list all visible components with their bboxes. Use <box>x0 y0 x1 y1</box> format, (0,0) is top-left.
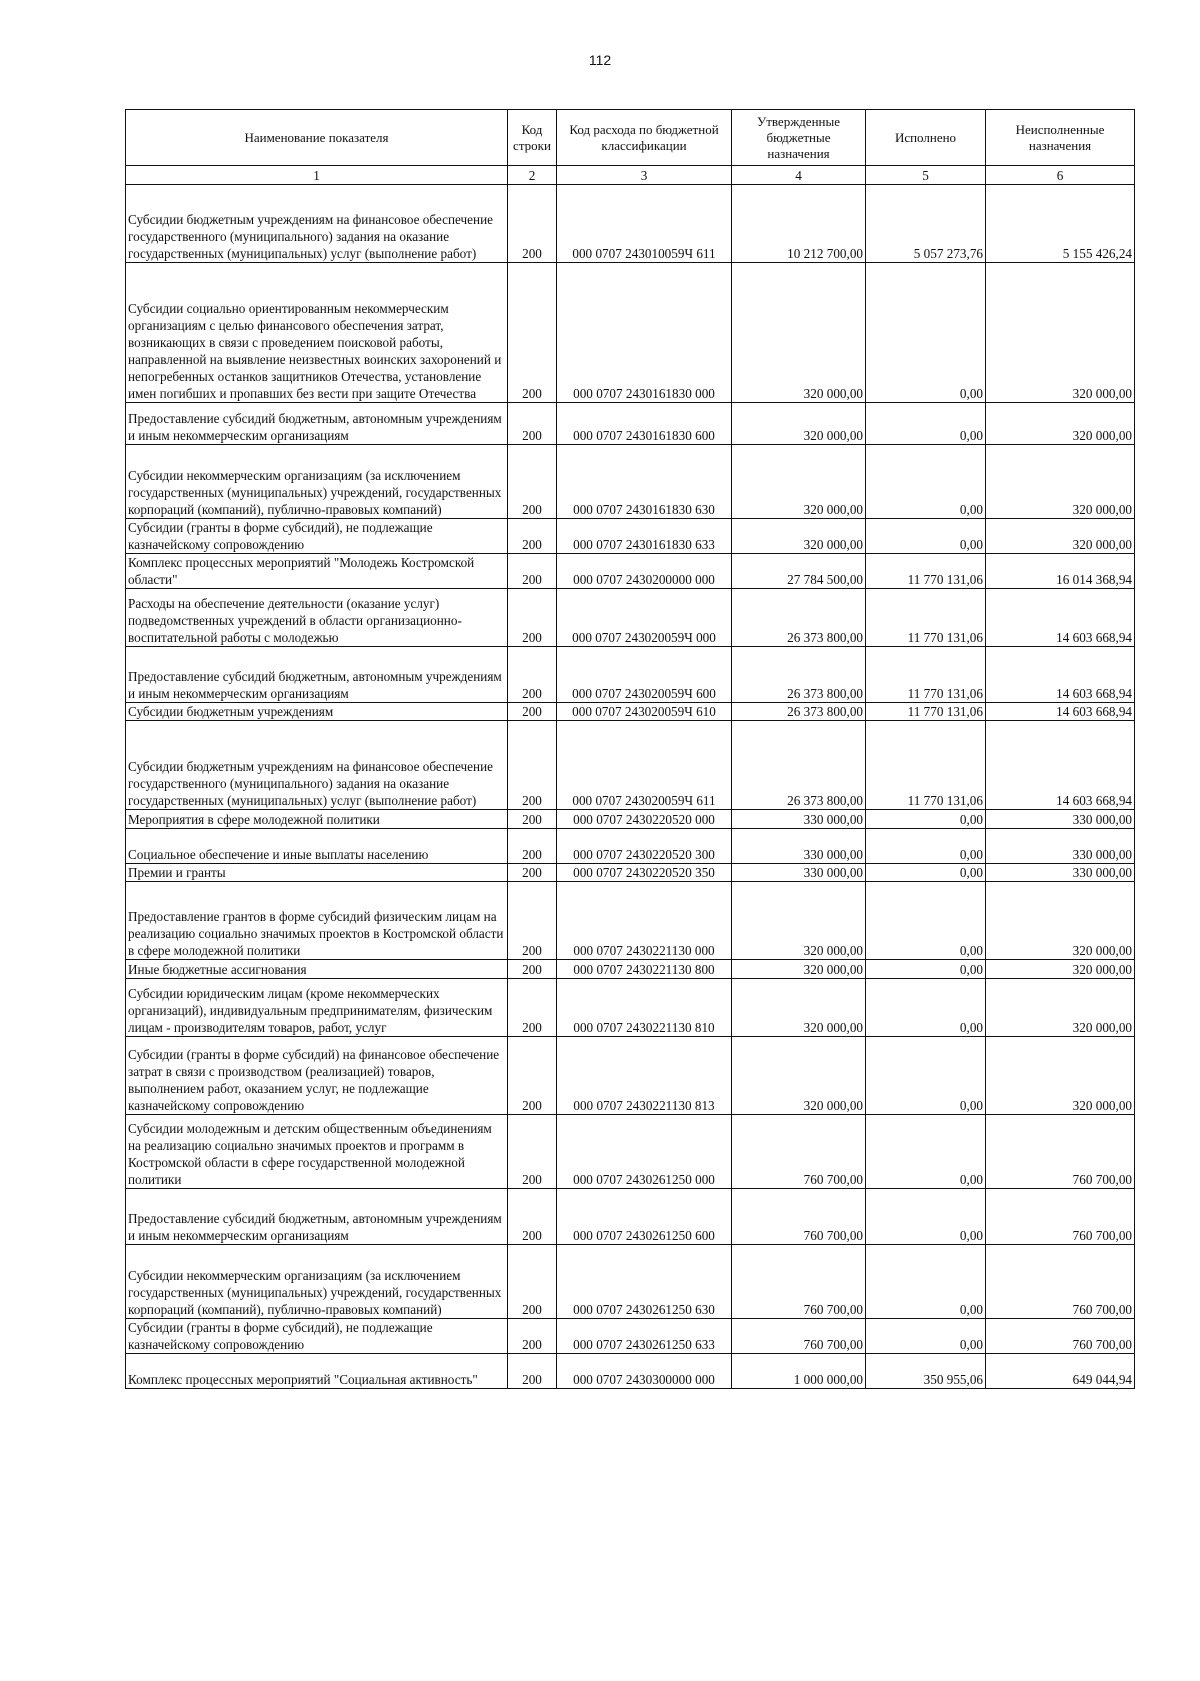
row-executed-amount: 11 770 131,06 <box>866 721 986 810</box>
row-kbk: 000 0707 2430221130 810 <box>557 979 732 1037</box>
row-approved-amount: 330 000,00 <box>732 810 866 829</box>
row-kbk: 000 0707 2430261250 630 <box>557 1245 732 1319</box>
header-kbk: Код расхода по бюджетной классификации <box>557 110 732 166</box>
table-row <box>126 519 1135 554</box>
row-line-code: 200 <box>508 445 557 519</box>
row-unexecuted-amount: 760 700,00 <box>986 1319 1135 1354</box>
table-row <box>126 960 1135 979</box>
row-line-code: 200 <box>508 979 557 1037</box>
row-line-code: 200 <box>508 882 557 960</box>
row-kbk: 000 0707 243020059Ч 600 <box>557 647 732 703</box>
row-unexecuted-amount: 14 603 668,94 <box>986 721 1135 810</box>
row-executed-amount: 0,00 <box>866 519 986 554</box>
table-row <box>126 1245 1135 1319</box>
row-line-code: 200 <box>508 721 557 810</box>
row-approved-amount: 320 000,00 <box>732 445 866 519</box>
row-executed-amount: 0,00 <box>866 263 986 403</box>
row-approved-amount: 320 000,00 <box>732 263 866 403</box>
row-kbk: 000 0707 2430221130 813 <box>557 1037 732 1115</box>
table-row <box>126 554 1135 589</box>
table-row <box>126 1319 1135 1354</box>
row-line-code: 200 <box>508 589 557 647</box>
row-unexecuted-amount: 14 603 668,94 <box>986 647 1135 703</box>
row-line-code: 200 <box>508 519 557 554</box>
row-executed-amount: 0,00 <box>866 1245 986 1319</box>
row-line-code: 200 <box>508 554 557 589</box>
row-name: Субсидии социально ориентированным некоммерческим организациям с целью финансового обеспечения затрат, возникающих в связи с проведением поисковой работы, направленной на выявление неизвестных воинских захоронений и непогребенных останков защитников Отечества, установление имен погибших и пропавших без вести при защите Отечества <box>126 263 508 403</box>
table-body <box>126 185 1135 1389</box>
row-name: Предоставление субсидий бюджетным, автономным учреждениям и иным некоммерческим организациям <box>126 647 508 703</box>
table-row <box>126 1354 1135 1389</box>
row-unexecuted-amount: 649 044,94 <box>986 1354 1135 1389</box>
table-row <box>126 1189 1135 1245</box>
column-number-row <box>126 166 1135 185</box>
column-number: 1 <box>126 166 508 185</box>
row-executed-amount: 0,00 <box>866 829 986 864</box>
table-row <box>126 979 1135 1037</box>
table-row <box>126 810 1135 829</box>
row-unexecuted-amount: 320 000,00 <box>986 403 1135 445</box>
row-name: Мероприятия в сфере молодежной политики <box>126 810 508 829</box>
row-name: Субсидии некоммерческим организациям (за исключением государственных (муниципальных) учреждений, государственных корпораций (компаний), публично-правовых компаний) <box>126 1245 508 1319</box>
row-kbk: 000 0707 2430261250 600 <box>557 1189 732 1245</box>
row-kbk: 000 0707 243020059Ч 611 <box>557 721 732 810</box>
header-line-code: Код строки <box>508 110 557 166</box>
row-kbk: 000 0707 2430161830 633 <box>557 519 732 554</box>
row-unexecuted-amount: 760 700,00 <box>986 1245 1135 1319</box>
row-kbk: 000 0707 2430161830 000 <box>557 263 732 403</box>
row-unexecuted-amount: 16 014 368,94 <box>986 554 1135 589</box>
row-approved-amount: 330 000,00 <box>732 864 866 882</box>
row-line-code: 200 <box>508 185 557 263</box>
table-row <box>126 703 1135 721</box>
table-row <box>126 445 1135 519</box>
row-approved-amount: 320 000,00 <box>732 403 866 445</box>
row-kbk: 000 0707 2430161830 600 <box>557 403 732 445</box>
row-approved-amount: 10 212 700,00 <box>732 185 866 263</box>
row-line-code: 200 <box>508 703 557 721</box>
row-name: Предоставление грантов в форме субсидий физическим лицам на реализацию социально значимых проектов в Костромской области в сфере молодежной политики <box>126 882 508 960</box>
row-line-code: 200 <box>508 829 557 864</box>
row-name: Субсидии бюджетным учреждениям на финансовое обеспечение государственного (муниципального) задания на оказание государственных (муниципальных) услуг (выполнение работ) <box>126 185 508 263</box>
header-name: Наименование показателя <box>126 110 508 166</box>
row-executed-amount: 350 955,06 <box>866 1354 986 1389</box>
header-executed: Исполнено <box>866 110 986 166</box>
header-unexecuted: Неисполненные назначения <box>986 110 1135 166</box>
row-unexecuted-amount: 760 700,00 <box>986 1115 1135 1189</box>
row-line-code: 200 <box>508 1189 557 1245</box>
row-name: Комплекс процессных мероприятий "Молодежь Костромской области" <box>126 554 508 589</box>
header-approved: Утвержденные бюджетные назначения <box>732 110 866 166</box>
row-executed-amount: 0,00 <box>866 1115 986 1189</box>
row-line-code: 200 <box>508 403 557 445</box>
row-unexecuted-amount: 320 000,00 <box>986 445 1135 519</box>
row-name: Социальное обеспечение и иные выплаты населению <box>126 829 508 864</box>
row-approved-amount: 320 000,00 <box>732 979 866 1037</box>
row-name: Предоставление субсидий бюджетным, автономным учреждениям и иным некоммерческим организациям <box>126 403 508 445</box>
row-unexecuted-amount: 320 000,00 <box>986 882 1135 960</box>
row-unexecuted-amount: 330 000,00 <box>986 829 1135 864</box>
row-kbk: 000 0707 2430161830 630 <box>557 445 732 519</box>
row-unexecuted-amount: 320 000,00 <box>986 1037 1135 1115</box>
row-name: Предоставление субсидий бюджетным, автономным учреждениям и иным некоммерческим организациям <box>126 1189 508 1245</box>
row-name: Субсидии бюджетным учреждениям <box>126 703 508 721</box>
row-name: Иные бюджетные ассигнования <box>126 960 508 979</box>
row-executed-amount: 5 057 273,76 <box>866 185 986 263</box>
row-line-code: 200 <box>508 864 557 882</box>
row-unexecuted-amount: 5 155 426,24 <box>986 185 1135 263</box>
row-kbk: 000 0707 2430300000 000 <box>557 1354 732 1389</box>
row-kbk: 000 0707 2430261250 633 <box>557 1319 732 1354</box>
row-approved-amount: 320 000,00 <box>732 882 866 960</box>
row-kbk: 000 0707 2430221130 000 <box>557 882 732 960</box>
header-row <box>126 110 1135 166</box>
row-approved-amount: 1 000 000,00 <box>732 1354 866 1389</box>
row-executed-amount: 0,00 <box>866 1319 986 1354</box>
row-unexecuted-amount: 14 603 668,94 <box>986 703 1135 721</box>
row-line-code: 200 <box>508 647 557 703</box>
row-kbk: 000 0707 243020059Ч 610 <box>557 703 732 721</box>
row-unexecuted-amount: 330 000,00 <box>986 810 1135 829</box>
table-row <box>126 647 1135 703</box>
row-line-code: 200 <box>508 263 557 403</box>
row-line-code: 200 <box>508 1354 557 1389</box>
row-kbk: 000 0707 2430220520 300 <box>557 829 732 864</box>
column-number: 2 <box>508 166 557 185</box>
column-number: 3 <box>557 166 732 185</box>
row-executed-amount: 0,00 <box>866 1037 986 1115</box>
row-executed-amount: 11 770 131,06 <box>866 703 986 721</box>
row-name: Субсидии (гранты в форме субсидий), не подлежащие казначейскому сопровождению <box>126 1319 508 1354</box>
row-unexecuted-amount: 330 000,00 <box>986 864 1135 882</box>
row-name: Субсидии юридическим лицам (кроме некоммерческих организаций), индивидуальным предпринимателям, физическим лицам - производителям товаров, работ, услуг <box>126 979 508 1037</box>
row-executed-amount: 11 770 131,06 <box>866 589 986 647</box>
row-kbk: 000 0707 2430221130 800 <box>557 960 732 979</box>
row-name: Субсидии (гранты в форме субсидий) на финансовое обеспечение затрат в связи с производством (реализацией) товаров, выполнением работ, оказанием услуг, не подлежащие казначейскому сопровождению <box>126 1037 508 1115</box>
row-approved-amount: 330 000,00 <box>732 829 866 864</box>
row-unexecuted-amount: 760 700,00 <box>986 1189 1135 1245</box>
table-row <box>126 263 1135 403</box>
column-number: 6 <box>986 166 1135 185</box>
row-approved-amount: 26 373 800,00 <box>732 647 866 703</box>
row-unexecuted-amount: 320 000,00 <box>986 979 1135 1037</box>
row-approved-amount: 320 000,00 <box>732 960 866 979</box>
row-line-code: 200 <box>508 1319 557 1354</box>
row-line-code: 200 <box>508 1115 557 1189</box>
row-kbk: 000 0707 243010059Ч 611 <box>557 185 732 263</box>
row-unexecuted-amount: 14 603 668,94 <box>986 589 1135 647</box>
row-unexecuted-amount: 320 000,00 <box>986 263 1135 403</box>
row-approved-amount: 760 700,00 <box>732 1115 866 1189</box>
row-approved-amount: 27 784 500,00 <box>732 554 866 589</box>
table-row <box>126 864 1135 882</box>
column-number: 4 <box>732 166 866 185</box>
column-number: 5 <box>866 166 986 185</box>
table-row <box>126 185 1135 263</box>
table-row <box>126 1115 1135 1189</box>
row-executed-amount: 0,00 <box>866 810 986 829</box>
row-line-code: 200 <box>508 960 557 979</box>
row-approved-amount: 320 000,00 <box>732 1037 866 1115</box>
row-name: Премии и гранты <box>126 864 508 882</box>
row-approved-amount: 26 373 800,00 <box>732 721 866 810</box>
row-kbk: 000 0707 2430261250 000 <box>557 1115 732 1189</box>
row-name: Субсидии молодежным и детским общественным объединениям на реализацию социально значимых проектов и программ в Костромской области в сфере государственной молодежной политики <box>126 1115 508 1189</box>
row-name: Расходы на обеспечение деятельности (оказание услуг) подведомственных учреждений в области организационно-воспитательной работы с молодежью <box>126 589 508 647</box>
row-approved-amount: 26 373 800,00 <box>732 589 866 647</box>
row-approved-amount: 760 700,00 <box>732 1189 866 1245</box>
row-name: Субсидии бюджетным учреждениям на финансовое обеспечение государственного (муниципального) задания на оказание государственных (муниципальных) услуг (выполнение работ) <box>126 721 508 810</box>
row-line-code: 200 <box>508 810 557 829</box>
row-kbk: 000 0707 2430220520 000 <box>557 810 732 829</box>
table-row <box>126 721 1135 810</box>
row-executed-amount: 0,00 <box>866 960 986 979</box>
row-line-code: 200 <box>508 1037 557 1115</box>
row-kbk: 000 0707 243020059Ч 000 <box>557 589 732 647</box>
row-approved-amount: 26 373 800,00 <box>732 703 866 721</box>
row-unexecuted-amount: 320 000,00 <box>986 960 1135 979</box>
row-executed-amount: 0,00 <box>866 1189 986 1245</box>
row-executed-amount: 0,00 <box>866 445 986 519</box>
row-executed-amount: 0,00 <box>866 882 986 960</box>
row-approved-amount: 760 700,00 <box>732 1245 866 1319</box>
table-row <box>126 882 1135 960</box>
row-approved-amount: 760 700,00 <box>732 1319 866 1354</box>
row-executed-amount: 11 770 131,06 <box>866 647 986 703</box>
table-row <box>126 829 1135 864</box>
row-name: Субсидии некоммерческим организациям (за исключением государственных (муниципальных) учреждений, государственных корпораций (компаний), публично-правовых компаний) <box>126 445 508 519</box>
row-executed-amount: 0,00 <box>866 864 986 882</box>
budget-execution-table <box>125 109 1135 1389</box>
table-row <box>126 403 1135 445</box>
row-executed-amount: 0,00 <box>866 979 986 1037</box>
row-name: Субсидии (гранты в форме субсидий), не подлежащие казначейскому сопровождению <box>126 519 508 554</box>
row-name: Комплекс процессных мероприятий "Социальная активность" <box>126 1354 508 1389</box>
row-unexecuted-amount: 320 000,00 <box>986 519 1135 554</box>
row-approved-amount: 320 000,00 <box>732 519 866 554</box>
row-line-code: 200 <box>508 1245 557 1319</box>
page-number: 112 <box>588 52 612 68</box>
table-row <box>126 1037 1135 1115</box>
row-executed-amount: 0,00 <box>866 403 986 445</box>
table-row <box>126 589 1135 647</box>
row-kbk: 000 0707 2430220520 350 <box>557 864 732 882</box>
row-kbk: 000 0707 2430200000 000 <box>557 554 732 589</box>
row-executed-amount: 11 770 131,06 <box>866 554 986 589</box>
